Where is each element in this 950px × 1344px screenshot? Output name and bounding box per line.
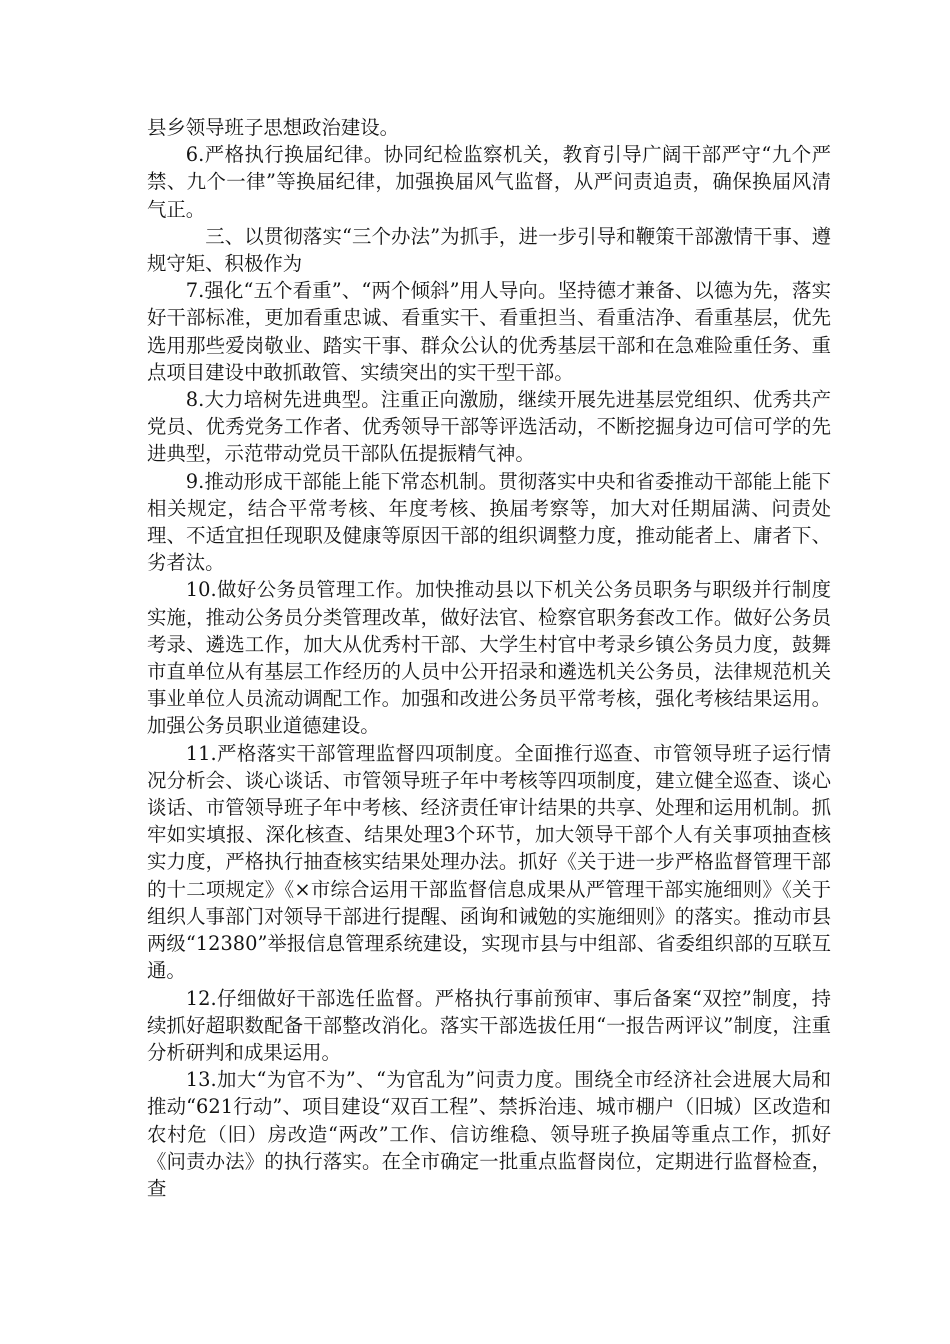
section-heading-3: 三、以贯彻落实“三个办法”为抓手，进一步引导和鞭策干部激情干事、遵规守矩、积极作为 (147, 224, 831, 276)
paragraph-item-9: 9.推动形成干部能上能下常态机制。贯彻落实中央和省委推动干部能上能下相关规定，结合平常考核、年度考核、换届考察等，加大对任期届满、问责处理、不适宜担任现职及健康等原因干部的组织调整力度，推动能者上、庸者下、劣者汰。 (147, 469, 831, 575)
paragraph-item-12: 12.仔细做好干部选任监督。严格执行事前预审、事后备案“双控”制度，持续抓好超职数配备干部整改消化。落实干部选拔任用“一报告两评议”制度，注重分析研判和成果运用。 (147, 986, 831, 1064)
paragraph-item-6: 6.严格执行换届纪律。协同纪检监察机关，教育引导广阔干部严守“九个严禁、九个一律”等换届纪律，加强换届风气监督，从严问责追责，确保换届风清气正。 (147, 143, 831, 221)
paragraph-item-10: 10.做好公务员管理工作。加快推动县以下机关公务员职务与职级并行制度实施，推动公务员分类管理改革，做好法官、检察官职务套改工作。做好公务员考录、遴选工作，加大从优秀村干部、大学生村官中考录乡镇公务员力度，鼓舞市直单位从有基层工作经历的人员中公开招录和遴选机关公务员，法律规范机关事业单位人员流动调配工作。加强和改进公务员平常考核，强化考核结果运用。加强公务员职业道德建设。 (147, 578, 831, 738)
paragraph-continuation: 县乡领导班子思想政治建设。 (147, 116, 400, 139)
paragraph-item-7: 7.强化“五个看重”、“两个倾斜”用人导向。坚持德才兼备、以德为先，落实好干部标准，更加看重忠诚、看重实干、看重担当、看重洁净、看重基层，优先选用那些爱岗敬业、踏实干事、群众公认的优秀基层干部和在急难险重任务、重点项目建设中敢抓敢管、实绩突出的实干型干部。 (147, 279, 831, 384)
paragraph-item-11: 11.严格落实干部管理监督四项制度。全面推行巡查、市管领导班子运行情况分析会、谈心谈话、市管领导班子年中考核等四项制度，建立健全巡查、谈心谈话、市管领导班子年中考核、经济责任审计结果的共享、处理和运用机制。抓牢如实填报、深化核查、结果处理3个环节，加大领导干部个人有关事项抽查核实力度，严格执行抽查核实结果处理办法。抓好《关于进一步严格监督管理干部的十二项规定》《×市综合运用干部监督信息成果从严管理干部实施细则》《关于组织人事部门对领导干部进行提醒、函询和诫勉的实施细则》的落实。推动市县两级“12380”举报信息管理系统建设，实现市县与中组部、省委组织部的互联互通。 (147, 741, 831, 983)
paragraph-item-8: 8.大力培树先进典型。注重正向激励，继续开展先进基层党组织、优秀共产党员、优秀党务工作者、优秀领导干部等评选活动，不断挖掘身边可信可学的先进典型，示范带动党员干部队伍提振精气神。 (147, 388, 831, 466)
paragraph-item-13: 13.加大“为官不为”、“为官乱为”问责力度。围绕全市经济社会进展大局和推动“621行动”、项目建设“双百工程”、禁拆治违、城市棚户（旧城）区改造和农村危（旧）房改造“两改”工作、信访维稳、领导班子换届等重点工作，抓好《问责办法》的执行落实。在全市确定一批重点监督岗位，定期进行监督检查，查 (147, 1068, 831, 1200)
document-body (147, 114, 831, 1202)
